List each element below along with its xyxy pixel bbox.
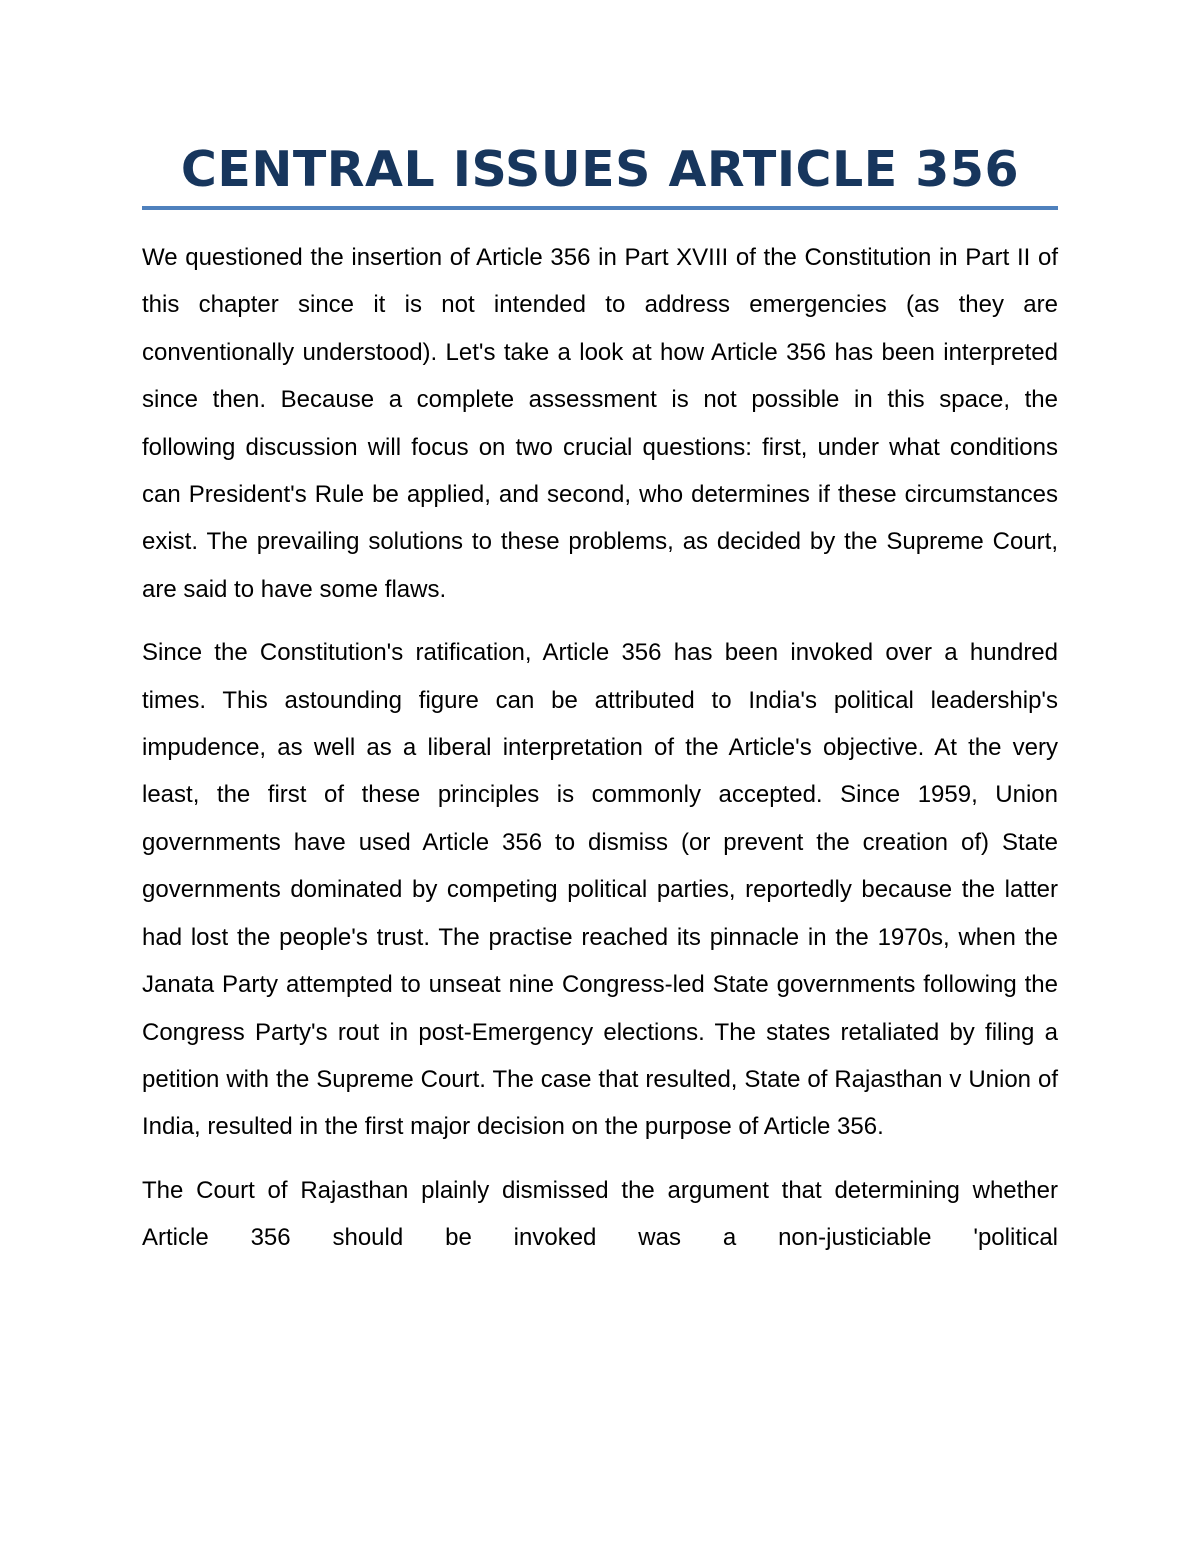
paragraph-3: The Court of Rajasthan plainly dismissed the argument that determining whether Article 356 should be invoked was a non-justiciable 'political [142,1176,1058,1252]
document-page [142,140,1058,1278]
document-body [142,234,1058,1262]
paragraph-1: We questioned the insertion of Article 356 in Part XVIII of the Constitution in Part II of this chapter since it is not intended to address emergencies (as they are conventionally understood). Let's take a look at how Article 356 has been interpreted since then. Because a complete assessment is not possible in this space, the following discussion will focus on two crucial questions: first, under what conditions can President's Rule be applied, and second, who determines if these circumstances exist. The prevailing solutions to these problems, as decided by the Supreme Court, are said to have some flaws. [142,244,1058,603]
document-title: CENTRAL ISSUES ARTICLE 356 [142,140,1058,210]
paragraph-2: Since the Constitution's ratification, Article 356 has been invoked over a hundred times. This astounding figure can be attributed to India's political leadership's impudence, as well as a liberal interpretation of the Article's objective. At the very least, the first of these principles is commonly accepted. Since 1959, Union governments have used Article 356 to dismiss (or prevent the creation of) State governments dominated by competing political parties, reportedly because the latter had lost the people's trust. The practise reached its pinnacle in the 1970s, when the Janata Party attempted to unseat nine Congress-led State governments following the Congress Party's rout in post-Emergency elections. The states retaliated by filing a petition with the Supreme Court. The case that resulted, State of Rajasthan v Union of India, resulted in the first major decision on the purpose of Article 356. [142,639,1058,1141]
